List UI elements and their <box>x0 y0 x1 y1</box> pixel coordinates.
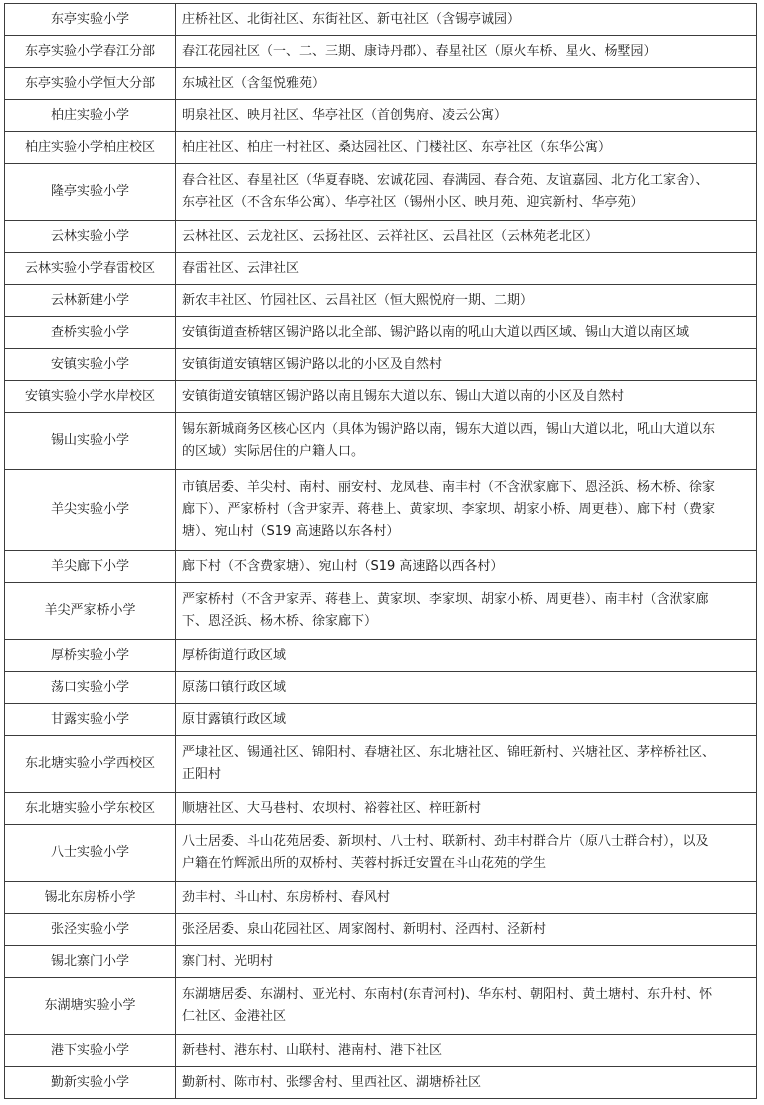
school-name-cell: 隆亭实验小学 <box>5 164 176 221</box>
school-name-cell: 云林实验小学春雷校区 <box>5 253 176 285</box>
school-name-cell: 东亭实验小学 <box>5 4 176 36</box>
table-row <box>5 551 757 583</box>
catchment-area-line: 安镇街道查桥辖区锡沪路以北全部、锡沪路以南的吼山大道以西区域、锡山大道以南区域 <box>182 324 690 340</box>
catchment-area-cell <box>176 413 757 470</box>
table-row <box>5 164 757 221</box>
catchment-area-cell <box>176 914 757 946</box>
catchment-area-cell <box>176 640 757 672</box>
catchment-area-cell <box>176 317 757 349</box>
school-name-cell: 锡北寨门小学 <box>5 946 176 978</box>
catchment-area-line: 新农丰社区、竹园社区、云昌社区（恒大熙悦府一期、二期） <box>182 292 534 308</box>
school-name-cell: 东北塘实验小学西校区 <box>5 736 176 793</box>
catchment-area-cell <box>176 470 757 551</box>
table-row <box>5 914 757 946</box>
catchment-area-cell <box>176 285 757 317</box>
school-name-cell: 厚桥实验小学 <box>5 640 176 672</box>
table-row <box>5 285 757 317</box>
catchment-area-line: 原荡口镇行政区域 <box>182 679 287 695</box>
table-row <box>5 381 757 413</box>
catchment-area-cell <box>176 978 757 1035</box>
school-name-cell: 查桥实验小学 <box>5 317 176 349</box>
catchment-area-line: 柏庄社区、柏庄一村社区、桑达园社区、门楼社区、东亭社区（东华公寓） <box>182 139 612 155</box>
table-row <box>5 1067 757 1099</box>
school-name-cell: 东湖塘实验小学 <box>5 978 176 1035</box>
table-row <box>5 793 757 825</box>
catchment-area-line: 正阳村 <box>182 767 222 782</box>
school-name-cell: 东亭实验小学恒大分部 <box>5 68 176 100</box>
table-row <box>5 132 757 164</box>
school-name-cell: 东北塘实验小学东校区 <box>5 793 176 825</box>
catchment-area-cell <box>176 221 757 253</box>
school-name-cell: 锡北东房桥小学 <box>5 882 176 914</box>
table-row <box>5 470 757 551</box>
catchment-area-cell <box>176 825 757 882</box>
school-name-cell: 锡山实验小学 <box>5 413 176 470</box>
table-row <box>5 4 757 36</box>
catchment-area-line: 严家桥村（不含尹家弄、蒋巷上、黄家坝、李家坝、胡家小桥、周更巷）、南丰村（含洑家廊 <box>182 592 709 607</box>
catchment-area-line: 锡东新城商务区核心区内（具体为锡沪路以南，锡东大道以西，锡山大道以北，吼山大道以东 <box>182 422 716 437</box>
catchment-area-cell <box>176 253 757 285</box>
school-name-cell: 柏庄实验小学 <box>5 100 176 132</box>
catchment-area-cell <box>176 132 757 164</box>
catchment-area-cell <box>176 381 757 413</box>
catchment-area-cell <box>176 793 757 825</box>
table-row <box>5 100 757 132</box>
catchment-area-line: 新巷村、港东村、山联村、港南村、港下社区 <box>182 1042 443 1058</box>
school-name-cell: 安镇实验小学 <box>5 349 176 381</box>
catchment-area-cell <box>176 672 757 704</box>
catchment-area-cell <box>176 100 757 132</box>
catchment-area-line: 安镇街道安镇辖区锡沪路以南且锡东大道以东、锡山大道以南的小区及自然村 <box>182 388 625 404</box>
catchment-area-line: 春雷社区、云津社区 <box>182 260 300 276</box>
school-name-cell: 勤新实验小学 <box>5 1067 176 1099</box>
catchment-area-line: 塘）、宛山村（S19 高速路以东各村） <box>182 524 400 539</box>
school-name-cell: 东亭实验小学春江分部 <box>5 36 176 68</box>
catchment-area-line: 原甘露镇行政区域 <box>182 711 287 727</box>
table-row <box>5 317 757 349</box>
school-name-cell: 港下实验小学 <box>5 1035 176 1067</box>
catchment-area-line: 东湖塘居委、东湖村、亚光村、东南村(东青河村)、华东村、朝阳村、黄土塘村、东升村、怀 <box>182 987 713 1002</box>
table-row <box>5 1035 757 1067</box>
catchment-area-line: 廊下村（不含费家塘）、宛山村（S19 高速路以西各村） <box>182 558 504 574</box>
catchment-area-line: 春合社区、春星社区（华夏春晓、宏诚花园、春满园、春合苑、友谊嘉园、北方化工家舍）、 <box>182 173 709 188</box>
table-row <box>5 583 757 640</box>
school-name-cell: 柏庄实验小学柏庄校区 <box>5 132 176 164</box>
catchment-area-line: 明泉社区、映月社区、华亭社区（首创隽府、凌云公寓） <box>182 107 508 123</box>
school-name-cell: 云林新建小学 <box>5 285 176 317</box>
catchment-area-line: 安镇街道安镇辖区锡沪路以北的小区及自然村 <box>182 356 443 372</box>
catchment-area-cell <box>176 704 757 736</box>
catchment-area-line: 勤新村、陈市村、张缪舍村、里西社区、湖塘桥社区 <box>182 1074 482 1090</box>
table-row <box>5 253 757 285</box>
catchment-area-line: 云林社区、云龙社区、云扬社区、云祥社区、云昌社区（云林苑老北区） <box>182 228 599 244</box>
catchment-area-line: 下、恩泾浜、杨木桥、徐家廊下） <box>182 614 378 629</box>
table-row <box>5 68 757 100</box>
catchment-area-line: 廊下）、严家桥村（含尹家弄、蒋巷上、黄家坝、李家坝、胡家小桥、周更巷）、廊下村（费家 <box>182 502 716 517</box>
catchment-area-line: 张泾居委、泉山花园社区、周家阁村、新明村、泾西村、泾新村 <box>182 921 547 937</box>
catchment-area-cell <box>176 1067 757 1099</box>
school-name-cell: 张泾实验小学 <box>5 914 176 946</box>
school-name-cell: 甘露实验小学 <box>5 704 176 736</box>
catchment-area-cell <box>176 349 757 381</box>
school-name-cell: 羊尖廊下小学 <box>5 551 176 583</box>
table-row <box>5 736 757 793</box>
catchment-area-line: 寨门村、光明村 <box>182 953 274 969</box>
catchment-area-cell <box>176 164 757 221</box>
table-row <box>5 882 757 914</box>
table-row <box>5 946 757 978</box>
table-row <box>5 36 757 68</box>
school-name-cell: 云林实验小学 <box>5 221 176 253</box>
catchment-area-cell <box>176 551 757 583</box>
catchment-area-cell <box>176 4 757 36</box>
catchment-area-line: 的区域）实际居住的户籍人口。 <box>182 444 365 459</box>
catchment-area-cell <box>176 36 757 68</box>
catchment-area-line: 厚桥街道行政区域 <box>182 647 287 663</box>
catchment-area-cell <box>176 736 757 793</box>
catchment-area-line: 八士居委、斗山花苑居委、新坝村、八士村、联新村、劲丰村群合片（原八士群合村），以及 <box>182 834 709 849</box>
school-name-cell: 羊尖实验小学 <box>5 470 176 551</box>
table-row <box>5 825 757 882</box>
catchment-area-line: 东城社区（含玺悦雅苑） <box>182 75 326 91</box>
catchment-area-line: 春江花园社区（一、二、三期、康诗丹郡）、春星社区（原火车桥、星火、杨墅园） <box>182 43 657 59</box>
table-row <box>5 704 757 736</box>
table-row <box>5 221 757 253</box>
school-name-cell: 安镇实验小学水岸校区 <box>5 381 176 413</box>
catchment-area-line: 严埭社区、锡通社区、锦阳村、春塘社区、东北塘社区、锦旺新村、兴塘社区、茅梓桥社区、 <box>182 745 716 760</box>
catchment-area-line: 劲丰村、斗山村、东房桥村、春风村 <box>182 889 391 905</box>
catchment-area-cell <box>176 946 757 978</box>
catchment-area-cell <box>176 882 757 914</box>
school-district-table <box>4 3 757 1099</box>
catchment-area-cell <box>176 1035 757 1067</box>
table-body <box>5 4 757 1099</box>
table-row <box>5 672 757 704</box>
school-name-cell: 羊尖严家桥小学 <box>5 583 176 640</box>
table-row <box>5 640 757 672</box>
catchment-area-line: 顺塘社区、大马巷村、农坝村、裕蓉社区、梓旺新村 <box>182 800 482 816</box>
catchment-area-line: 户籍在竹辉派出所的双桥村、芙蓉村拆迁安置在斗山花苑的学生 <box>182 856 547 871</box>
table-row <box>5 413 757 470</box>
table-row <box>5 978 757 1035</box>
catchment-area-line: 仁社区、金港社区 <box>182 1009 287 1024</box>
catchment-area-line: 庄桥社区、北街社区、东街社区、新屯社区（含锡亭诚园） <box>182 11 521 27</box>
school-name-cell: 八士实验小学 <box>5 825 176 882</box>
catchment-area-line: 市镇居委、羊尖村、南村、丽安村、龙凤巷、南丰村（不含洑家廊下、恩泾浜、杨木桥、徐家 <box>182 480 716 495</box>
table-row <box>5 349 757 381</box>
catchment-area-cell <box>176 68 757 100</box>
catchment-area-line: 东亭社区（不含东华公寓）、华亭社区（锡州小区、映月苑、迎宾新村、华亭苑） <box>182 195 644 210</box>
catchment-area-cell <box>176 583 757 640</box>
school-name-cell: 荡口实验小学 <box>5 672 176 704</box>
